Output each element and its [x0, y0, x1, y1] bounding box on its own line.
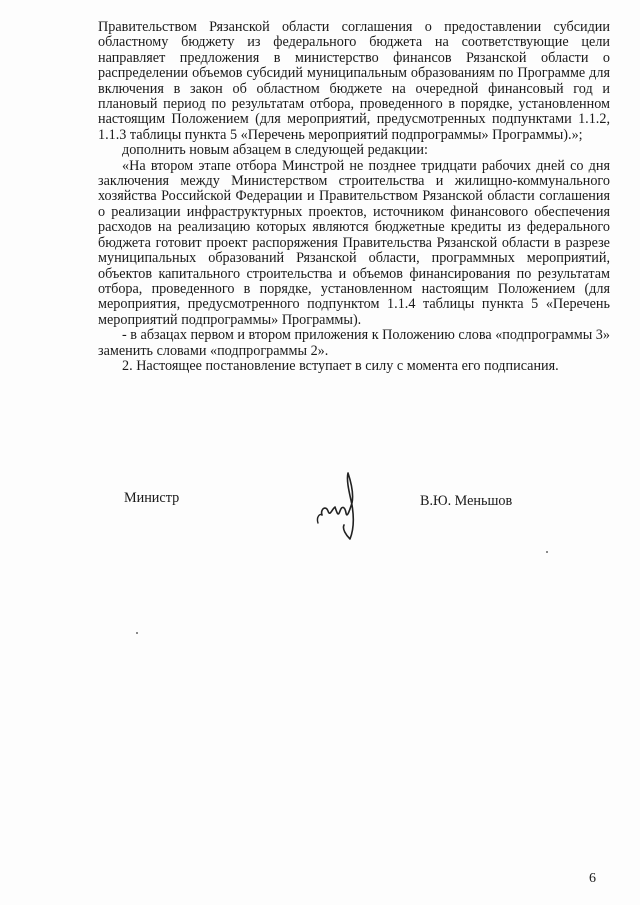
paragraph-appendix-change: - в абзацах первом и втором приложения к Положению слова «подпрограммы 3» заменить словами «подпрограммы 2». [98, 327, 610, 359]
signatory-name: В.Ю. Меньшов [420, 493, 513, 509]
scan-speck [136, 632, 138, 634]
paragraph-continuation: Правительством Рязанской области соглашения о предоставлении субсидии областному бюджету из федерального бюджета на соответствующие цели направляет предложения в министерство финансов Рязанской области о распределении объемов субсидий муниципальным образованиям по Программе для включения в закон об областном бюджете на очередной финансовый год и плановый период по результатам отбора, проведенного в порядке, установленном настоящим Положением (для мероприятий, предусмотренных подпунктами 1.1.2, 1.1.3 таблицы пункта 5 «Перечень мероприятий подпрограммы» Программы).»; [98, 19, 610, 143]
scan-speck [546, 551, 548, 553]
paragraph-add-clause: дополнить новым абзацем в следующей редакции: [122, 142, 428, 159]
document-body [98, 20, 610, 374]
page-number: 6 [589, 871, 596, 886]
handwritten-signature [310, 465, 370, 545]
paragraph-second-stage: «На втором этапе отбора Минстрой не позднее тридцати рабочих дней со дня заключения между Министерством строительства и жилищно-коммунального хозяйства Российской Федерации и Правительством Рязанской области соглашения о реализации инфраструктурных проектов, источником финансового обеспечения расходов на реализацию которых являются бюджетные кредиты из федерального бюджета готовит проект распоряжения Правительства Рязанской области в разрезе муниципальных образований Рязанской области, программных мероприятий, объектов капитального строительства и объемов финансирования по результатам отбора, проведенного в порядке, установленном настоящим Положением (для мероприятия, предусмотренного подпунктом 1.1.4 таблицы пункта 5 «Перечень мероприятий подпрограммы» Программы). [98, 157, 610, 328]
signature-title: Министр [124, 490, 180, 506]
paragraph-effective-date: 2. Настоящее постановление вступает в силу с момента его подписания. [122, 357, 559, 374]
